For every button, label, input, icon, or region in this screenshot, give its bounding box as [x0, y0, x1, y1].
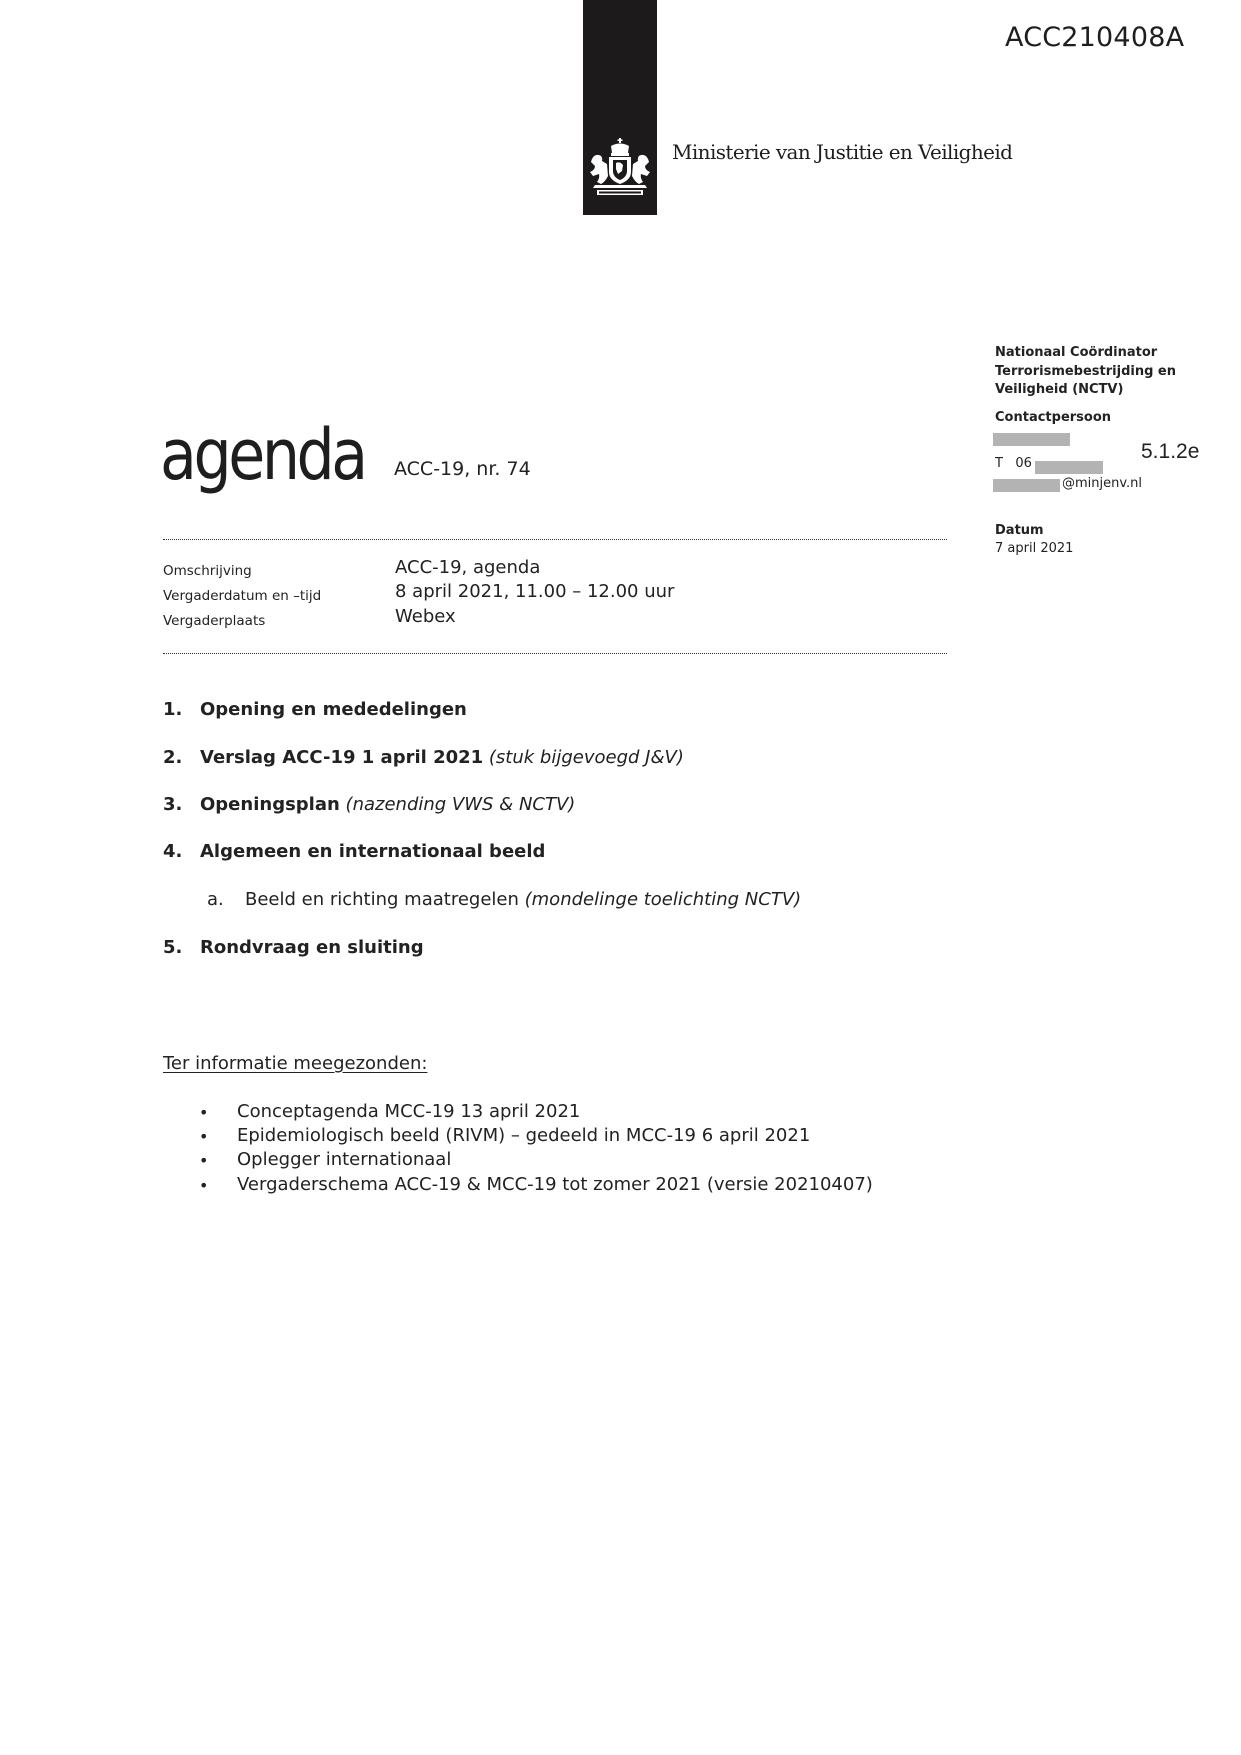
contact-heading: Contactpersoon	[995, 410, 1112, 425]
date-value: 7 april 2021	[995, 541, 1074, 556]
bullet-icon: •	[199, 1103, 209, 1122]
attachment-item: Epidemiologisch beeld (RIVM) – gedeeld in MCC-19 6 april 2021	[237, 1125, 811, 1146]
email-suffix: @minjenv.nl	[1062, 476, 1143, 491]
agenda-item-number: 3.	[163, 794, 183, 815]
redacted-phone	[1035, 461, 1103, 474]
redacted-name	[993, 433, 1070, 446]
agenda-item-number: 4.	[163, 841, 183, 862]
sub-item-letter: a.	[207, 889, 224, 910]
agenda-item	[200, 747, 684, 768]
agenda-item	[200, 699, 467, 720]
agenda-item	[200, 794, 575, 815]
meta-value-location: Webex	[395, 606, 456, 627]
agenda-number: ACC-19, nr. 74	[394, 458, 531, 480]
agenda-item-title: Openingsplan	[200, 794, 340, 815]
agenda-item-title: Verslag ACC-19 1 april 2021	[200, 747, 484, 768]
agenda-item-title: Algemeen en internationaal beeld	[200, 841, 546, 862]
agenda-item-note: (nazending VWS & NCTV)	[345, 794, 576, 815]
agenda-item-title: Rondvraag en sluiting	[200, 937, 424, 958]
agenda-item	[200, 937, 424, 958]
sub-item-note: (mondelinge toelichting NCTV)	[524, 889, 802, 910]
sub-item-text: Beeld en richting maatregelen	[245, 889, 519, 910]
agenda-item-title: Opening en mededelingen	[200, 699, 467, 720]
meta-value-datetime: 8 april 2021, 11.00 – 12.00 uur	[395, 581, 675, 602]
coat-of-arms-icon	[587, 138, 653, 200]
exemption-code: 5.1.2e	[1141, 440, 1200, 463]
organisation-line-1: Nationaal Coördinator	[995, 345, 1158, 360]
agenda-item-number: 1.	[163, 699, 183, 720]
agenda-title: agenda	[160, 414, 365, 496]
date-heading: Datum	[995, 523, 1044, 538]
bullet-icon: •	[199, 1151, 209, 1170]
agenda-item-number: 5.	[163, 937, 183, 958]
meta-label-datetime: Vergaderdatum en –tijd	[163, 588, 322, 604]
attachment-item: Oplegger internationaal	[237, 1149, 452, 1170]
meta-value-description: ACC-19, agenda	[395, 557, 541, 578]
ministry-name: Ministerie van Justitie en Veiligheid	[672, 140, 1013, 164]
divider-top	[163, 539, 947, 540]
bullet-icon: •	[199, 1127, 209, 1146]
redacted-email	[993, 479, 1060, 492]
organisation-line-3: Veiligheid (NCTV)	[995, 382, 1124, 397]
logo-bar	[583, 0, 657, 215]
attachment-item: Conceptagenda MCC-19 13 april 2021	[237, 1101, 581, 1122]
document-id: ACC210408A	[1005, 22, 1185, 53]
phone-prefix: T 06	[995, 456, 1032, 471]
bullet-icon: •	[199, 1176, 209, 1195]
agenda-item-number: 2.	[163, 747, 183, 768]
organisation-line-2: Terrorismebestrijding en	[995, 364, 1176, 379]
sub-item	[245, 889, 801, 910]
agenda-item	[200, 841, 545, 862]
meta-label-description: Omschrijving	[163, 563, 252, 579]
info-heading: Ter informatie meegezonden:	[163, 1053, 428, 1074]
attachment-item: Vergaderschema ACC-19 & MCC-19 tot zomer 2021 (versie 20210407)	[237, 1174, 873, 1195]
meta-label-location: Vergaderplaats	[163, 613, 266, 629]
divider-bottom	[163, 653, 947, 654]
agenda-item-note: (stuk bijgevoegd J&V)	[488, 747, 684, 768]
